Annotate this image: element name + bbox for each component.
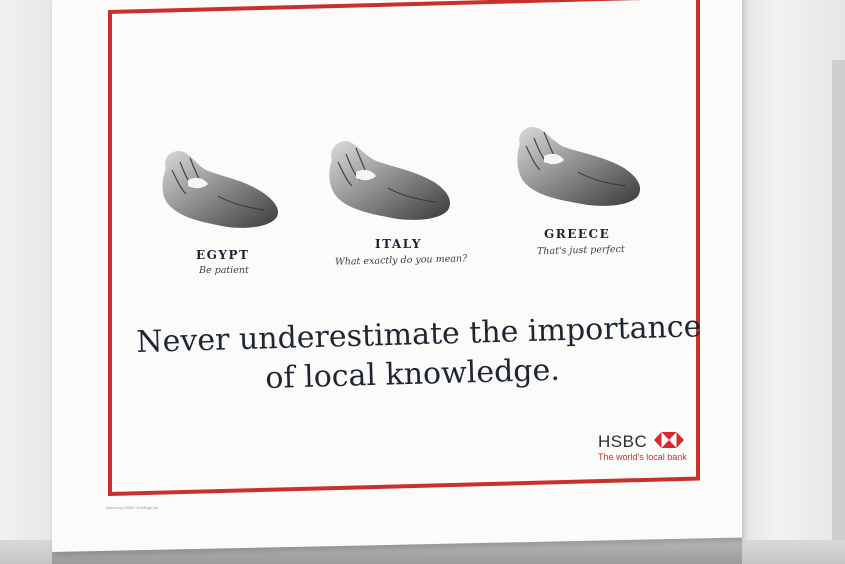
headline-line-1: Never underestimate the importance xyxy=(135,309,702,360)
hsbc-tagline: The world's local bank xyxy=(598,452,687,462)
country-label-italy: ITALY xyxy=(375,237,422,251)
fine-print: Issued by HSBC Holdings plc xyxy=(106,505,159,510)
headline-line-2: of local knowledge. xyxy=(264,352,561,396)
hand-gesture-greece-icon xyxy=(514,124,646,212)
wall-pillar xyxy=(832,60,845,564)
caption-egypt: Be patient xyxy=(199,265,249,276)
caption-italy: What exactly do you mean? xyxy=(334,253,468,268)
hand-gesture-egypt-icon xyxy=(158,148,283,233)
hand-gesture-italy-icon xyxy=(326,138,456,226)
country-label-egypt: EGYPT xyxy=(196,248,250,262)
hsbc-hexagon-logo-icon xyxy=(654,432,684,448)
wall-right xyxy=(730,0,845,564)
hsbc-wordmark: HSBC xyxy=(598,432,648,451)
caption-greece: That's just perfect xyxy=(536,243,625,258)
country-label-greece: GREECE xyxy=(544,227,611,241)
